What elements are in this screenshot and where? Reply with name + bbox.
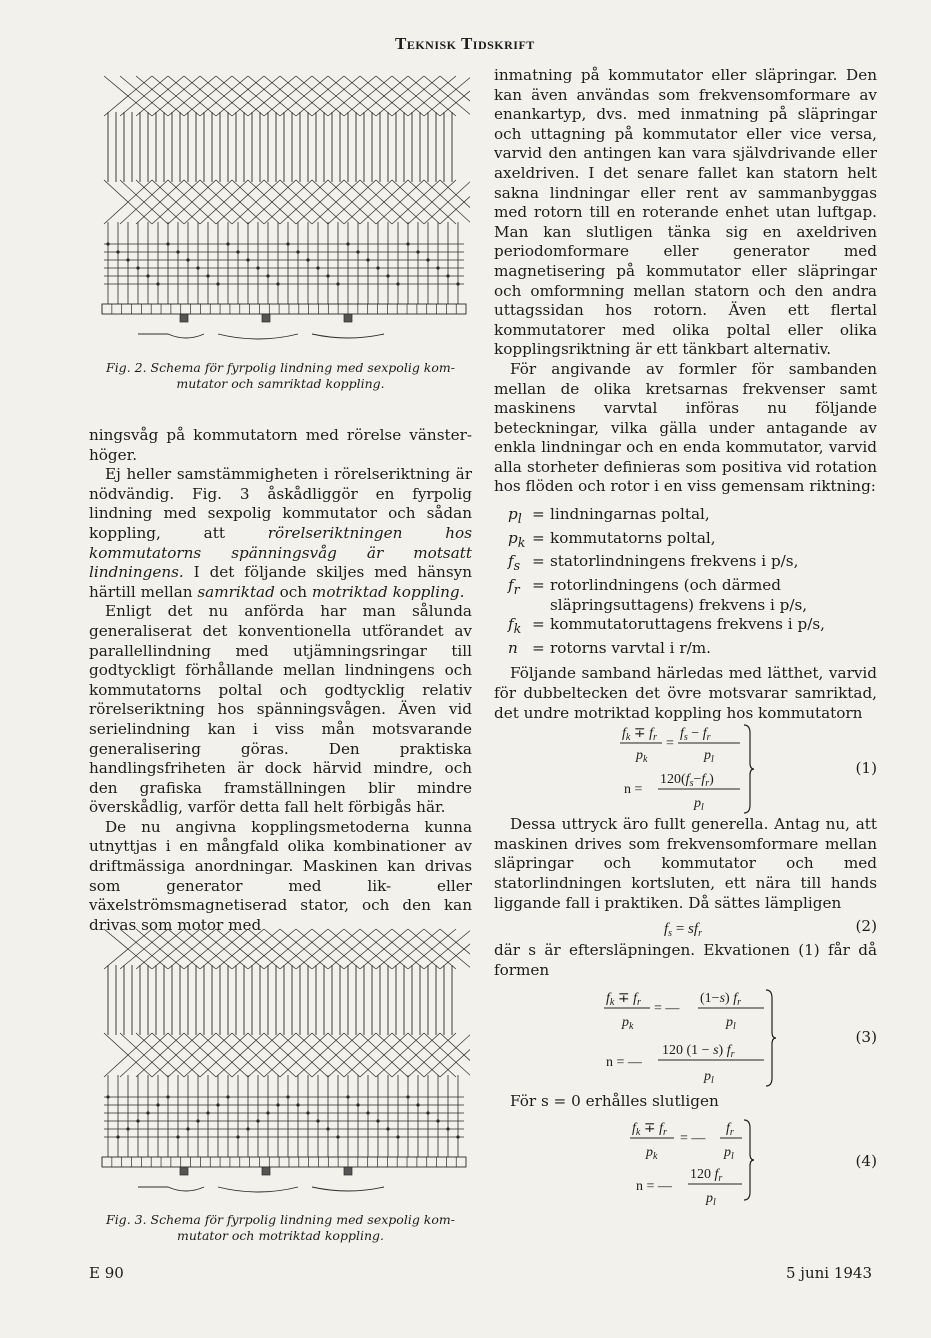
svg-text:n = —: n = —	[606, 1055, 642, 1071]
definitions-list	[508, 505, 877, 658]
figure-2-winding-diagram	[98, 72, 470, 350]
svg-text:(1−s) fr: (1−s) $f_r$	[700, 991, 741, 1009]
symbol: $f_k$	[508, 615, 522, 637]
symbol: $f_s$	[508, 552, 521, 574]
definition-text: kommutatorns poltal,	[550, 528, 716, 547]
definition-item: $f_r$ = rotorlindningens (och därmed släpringsuttagens) frekvens i p/s,	[508, 576, 877, 615]
svg-text:=: =	[666, 736, 674, 752]
svg-text:fs = sfr: $f_s = sf_r$	[664, 921, 702, 940]
text: I det följande skiljes med hänsyn härtill mellan	[89, 563, 472, 601]
svg-text:pl: $p_l$	[706, 1190, 716, 1206]
svg-text:= —: = —	[654, 1001, 680, 1017]
definition-text: rotorlindningens (och därmed släpringsuttagens) frekvens i p/s,	[550, 575, 808, 614]
paragraph	[89, 465, 472, 602]
svg-text:pl: $p_l$	[726, 1015, 736, 1033]
symbol: $f_r$	[508, 575, 520, 597]
equation-number: (1)	[855, 759, 877, 778]
definition-text: lindningarnas poltal,	[550, 505, 710, 524]
equation-number: (4)	[855, 1151, 877, 1170]
svg-text:fk ∓ fr: $f_k \mp f_r$	[606, 991, 641, 1009]
svg-text:n = —: n = —	[636, 1178, 672, 1194]
symbol: n	[508, 638, 518, 657]
paragraph: De nu angivna kopplingsmetoderna kunna utnyttjas i en mångfald olika kombinationer av driftmässiga anordningar. Maskinen kan drivas som generator med lik- eller växelströmsmagnetiserad stator, och den kan drivas som motor med	[89, 817, 472, 934]
figure-2-caption	[89, 360, 472, 392]
definition-item: $f_k$ = kommutatoruttagens frekvens i p/s,	[508, 615, 877, 639]
paragraph: inmatning på kommutator eller släpringar. Den kan även användas som frekvensomformare av enankartyp, dvs. med inmatning på släpringar och uttagning på kommutator eller vice versa, varvid den antingen kan vara självdrivande eller axeldriven. I det senare fallet kan statorn helt sakna lindningar eller rent av sammanbyggas med rotorn till en roterande enhet utan luftgap. Man kan slutligen tänka sig en axeldriven periodomformare eller generator med magnetisering på kommutator eller släpringar och omformning mellan statorn och den andra uttagssidan hos rotorn. Även ett flertal kommutatorer med olika poltal eller olika kopplingsriktning är ett tänkbart alternativ.	[494, 66, 877, 359]
svg-text:pl: $p_l$	[694, 796, 704, 814]
paragraph: För angivande av formler för sambanden mellan de olika kretsarnas frekvenser samt maskinens varvtal införas nu följande beteckningar, vilka gälla under antagande av enkla lindningar och en enda kommutator, varvid alla storheter definieras som positiva vid rotation hos flöden och rotor i en viss gemensam riktning:	[494, 359, 877, 496]
svg-text:fr: $f_r$	[726, 1120, 734, 1138]
paragraph: Följande samband härledas med lätthet, varvid för dubbeltecken det övre motsvarar samriktad, det undre motriktad koppling hos kommutatorn	[494, 664, 877, 722]
svg-text:pl: $p_l$	[724, 1144, 734, 1162]
equation-2	[494, 913, 877, 941]
svg-text:fk ∓ fr: $f_k \mp f_r$	[632, 1120, 667, 1138]
symbol: $p_k$	[508, 528, 526, 550]
svg-text:pk: $p_k$	[646, 1144, 658, 1162]
svg-text:120 fr: 120 $f_r$	[690, 1166, 723, 1184]
paragraph: Enligt det nu anförda har man sålunda generaliserat det konventionella utförandet av parallellindning med utjämningsringar till godtyckligt förhållande mellan lindningens och kommutatorns poltal och godtycklig relativ rörelseriktning hos spänningsvågen. Även vid serielindning kan i viss mån motsvarande generalisering göras. Den praktiska handlingsfriheten är dock härvid mindre, och den grafiska framställningen blir mindre överskådlig, varför detta fall helt förbigås här.	[89, 602, 472, 817]
svg-text:120(fs−fr): $120(f_s-f_r)$	[660, 772, 714, 790]
emphasis: samriktad	[197, 582, 275, 601]
definition-text: rotorns varvtal i r/m.	[550, 638, 711, 657]
paragraph: Dessa uttryck äro fullt generella. Antag nu, att maskinen drives som frekvensomformare mellan släpringar och kommutator och med statorlindningen kortsluten, ett nära till hands liggande fall i praktiken. Då sättes lämpligen	[494, 815, 877, 912]
paragraph: ningsvåg på kommutatorn med rörelse vänster-höger.	[89, 426, 472, 464]
issue-date: 5 juni 1943	[786, 1264, 873, 1282]
emphasis: motriktad koppling.	[311, 582, 465, 601]
figure-3-winding-diagram	[98, 925, 470, 1203]
right-column	[494, 66, 877, 1206]
equation-1	[494, 723, 877, 815]
symbol: $p_l$	[508, 505, 522, 527]
svg-text:n =: n =	[624, 782, 643, 798]
caption-line: Fig. 3. Schema för fyrpolig lindning med sexpolig kom-	[106, 1212, 455, 1227]
svg-text:120 (1 − s) fr: 120 (1 − s) $f_r$	[662, 1043, 735, 1061]
svg-text:= —: = —	[680, 1130, 706, 1146]
equation-number: (2)	[855, 917, 877, 936]
equation-3	[494, 986, 877, 1092]
definition-text: statorlindningens frekvens i p/s,	[550, 552, 799, 571]
caption-line: mutator och motriktad koppling.	[177, 1228, 384, 1243]
emphasis: rörelseriktningen hos kommutatorns spänningsvåg är motsatt lindningens.	[89, 523, 472, 582]
svg-text:pk: $p_k$	[622, 1015, 634, 1033]
page-number: E 90	[89, 1264, 124, 1282]
caption-line: Fig. 2. Schema för fyrpolig lindning med sexpolig kom-	[106, 360, 455, 375]
definition-item: n = rotorns varvtal i r/m.	[508, 639, 877, 659]
figure-3-caption	[89, 1212, 472, 1244]
journal-title: Teknisk Tidskrift	[395, 34, 535, 53]
equation-number: (3)	[855, 1028, 877, 1047]
left-column	[89, 426, 472, 935]
paragraph: För s = 0 erhålles slutligen	[510, 1092, 719, 1111]
svg-text:pl: $p_l$	[704, 1069, 714, 1087]
equation-4	[494, 1116, 877, 1206]
svg-text:fk ∓ fr: $f_k \mp f_r$	[622, 726, 657, 744]
definition-text: kommutatoruttagens frekvens i p/s,	[550, 615, 825, 634]
definition-item: $f_s$ = statorlindningens frekvens i p/s,	[508, 552, 877, 576]
svg-text:pk: $p_k$	[636, 748, 648, 766]
definition-item: $p_l$ = lindningarnas poltal,	[508, 505, 877, 529]
definition-item: $p_k$ = kommutatorns poltal,	[508, 529, 877, 553]
text: och	[274, 582, 312, 601]
paragraph: där s är eftersläpningen. Ekvationen (1) får då formen	[494, 941, 877, 979]
caption-line: mutator och samriktad koppling.	[176, 376, 385, 391]
svg-text:pl: $p_l$	[704, 748, 714, 766]
svg-text:fs − fr: $f_s - f_r$	[680, 726, 711, 744]
text: Ej heller samstämmigheten i rörelseriktning är nödvändig. Fig. 3 åskådliggör en fyrpolig lindning med sexpolig kommutator och sådan koppling, att	[89, 465, 472, 542]
